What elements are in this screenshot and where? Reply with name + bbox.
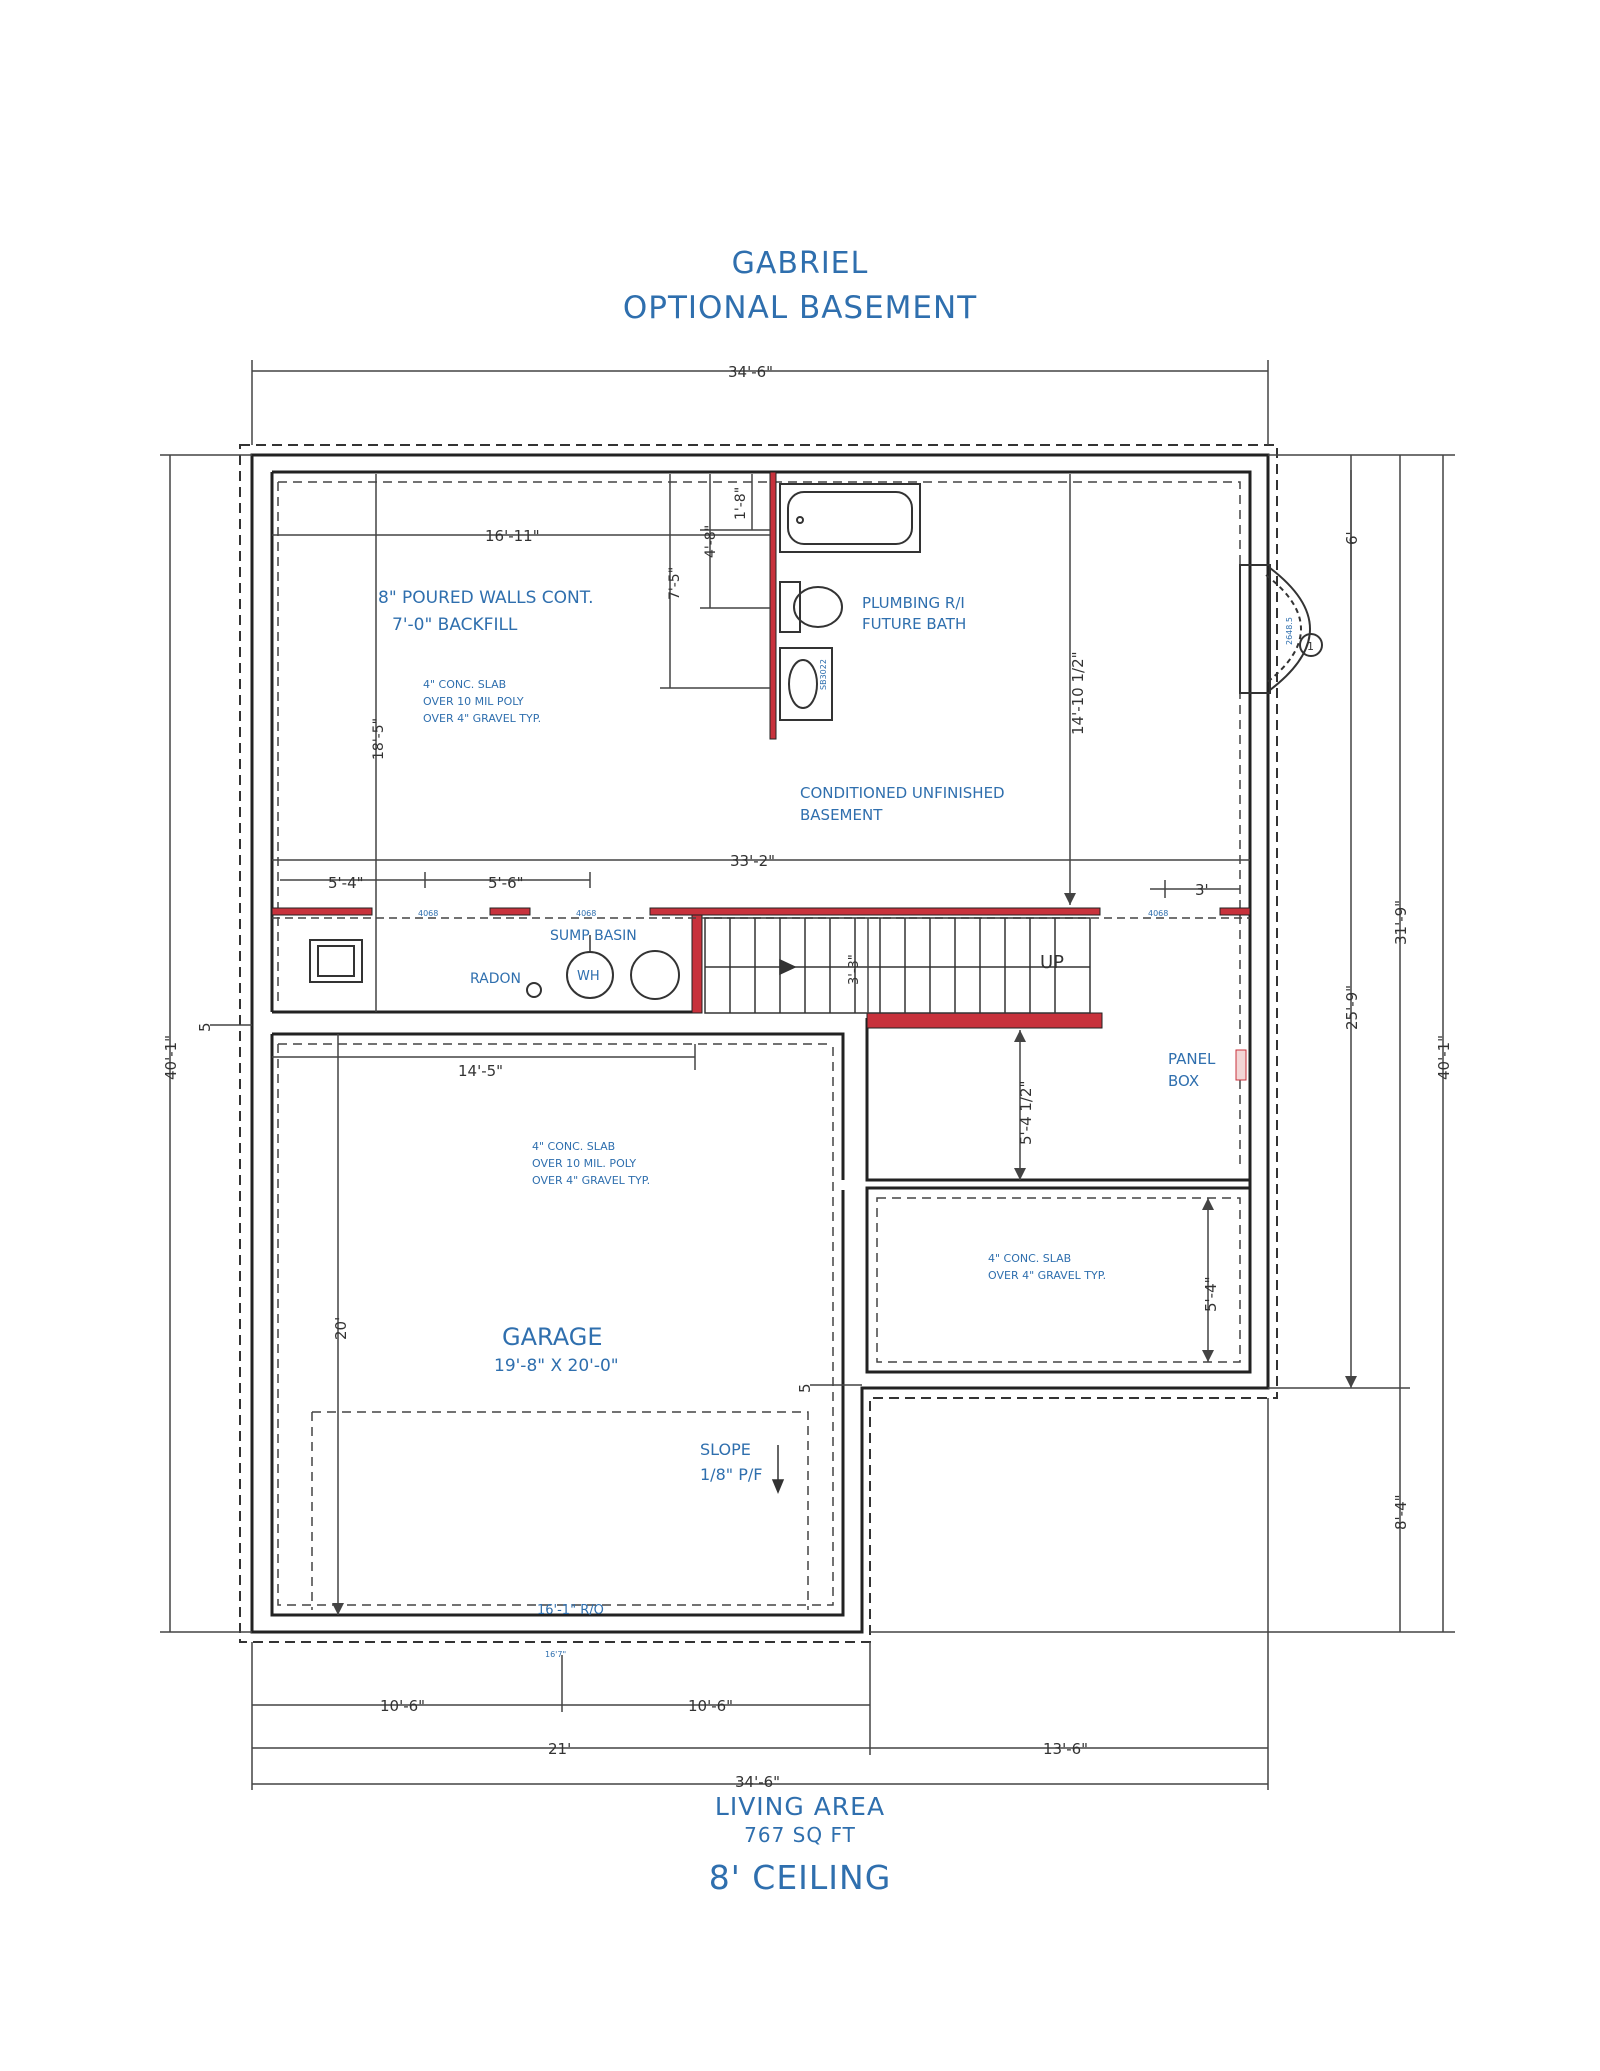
sump-basin-label: SUMP BASIN	[550, 928, 637, 944]
water-heater-label: WH	[577, 969, 600, 984]
window-tag: 1	[1307, 640, 1314, 653]
dim-20: 20'	[332, 1316, 350, 1340]
window-b-tag: 4068	[576, 909, 597, 918]
dim-left-40-1: 40'-1"	[162, 1034, 180, 1080]
window-size-tag: 2648.5	[1285, 617, 1294, 645]
plumbing-label-2: FUTURE BATH	[862, 615, 967, 633]
dim-14-10: 14'-10 1/2"	[1069, 651, 1087, 735]
backfill-label: 7'-0" BACKFILL	[392, 615, 518, 635]
upper-slab-line1: 4" CONC. SLAB	[423, 678, 507, 691]
garage-slab-line2: OVER 10 MIL. POLY	[532, 1157, 637, 1170]
porch-slab-line2: OVER 4" GRAVEL TYP.	[988, 1269, 1107, 1282]
basement-label-1: CONDITIONED UNFINISHED	[800, 784, 1005, 802]
radon-pipe	[527, 983, 541, 997]
dim-16-11: 16'-11"	[485, 527, 540, 545]
window-well	[1240, 565, 1322, 693]
dim-left-5: 5	[196, 1022, 214, 1032]
stairs	[705, 918, 1090, 1013]
plan-subtitle: OPTIONAL BASEMENT	[622, 290, 978, 326]
sink-tag: SB3022	[819, 659, 828, 690]
dim-right-25-9: 25'-9"	[1343, 984, 1361, 1030]
garage-size-label: 19'-8" X 20'-0"	[494, 1356, 619, 1376]
upper-slab-line2: OVER 10 MIL POLY	[423, 695, 524, 708]
dim-7-5: 7'-5"	[667, 566, 683, 600]
window-c-tag: 4068	[1148, 909, 1169, 918]
dim-5-4-porch: 5'-4"	[1202, 1276, 1220, 1312]
dim-5-4-half: 5'-4 1/2"	[1017, 1080, 1035, 1145]
dim-right-6: 6'	[1343, 531, 1361, 545]
stairs-up-label: UP	[1040, 952, 1065, 973]
panel-label-2: BOX	[1168, 1072, 1200, 1090]
garage-slab-line3: OVER 4" GRAVEL TYP.	[532, 1174, 651, 1187]
window-a-tag: 4068	[418, 909, 439, 918]
living-area-label: LIVING AREA	[714, 1792, 886, 1821]
walls-label: 8" POURED WALLS CONT.	[378, 588, 594, 608]
dim-3: 3'	[1195, 881, 1209, 899]
inner-dashed-lines	[278, 482, 1240, 1610]
radon-label: RADON	[470, 971, 522, 987]
toilet	[780, 582, 842, 632]
bathtub	[780, 484, 920, 552]
dim-14-5: 14'-5"	[458, 1062, 504, 1080]
dim-33-2: 33'-2"	[730, 852, 776, 870]
panel-box	[1236, 1050, 1246, 1080]
porch-slab-line1: 4" CONC. SLAB	[988, 1252, 1072, 1265]
dim-bot-21: 21'	[548, 1740, 572, 1758]
slope-label-2: 1/8" P/F	[700, 1465, 763, 1484]
plan-title: GABRIEL	[731, 246, 869, 281]
dim-right-40-1: 40'-1"	[1435, 1034, 1453, 1080]
red-partitions	[272, 472, 1250, 1028]
dim-1-8: 1'-8"	[733, 486, 749, 520]
dim-top-overall: 34'-6"	[728, 363, 774, 381]
dim-5-4: 5'-4"	[328, 874, 364, 892]
dim-right-8-4: 8'-4"	[1392, 1494, 1410, 1530]
furnace-unit	[310, 940, 362, 982]
dim-bot-13-6: 13'-6"	[1043, 1740, 1089, 1758]
dim-4-8: 4'-8"	[703, 524, 719, 558]
dim-mid-5: 5	[796, 1383, 814, 1393]
garage-door-ro: 16'-1" R/O	[537, 1603, 604, 1618]
dim-right-31-9: 31'-9"	[1392, 899, 1410, 945]
dim-bot-10-6-a: 10'-6"	[380, 1697, 426, 1715]
dim-5-6: 5'-6"	[488, 874, 524, 892]
sq-ft-label: 767 SQ FT	[744, 1823, 856, 1847]
dim-bot-34-6: 34'-6"	[735, 1773, 781, 1791]
dim-3-3: 3'-3"	[847, 954, 862, 985]
garage-slab-line1: 4" CONC. SLAB	[532, 1140, 616, 1153]
dim-bot-10-6-b: 10'-6"	[688, 1697, 734, 1715]
plumbing-label-1: PLUMBING R/I	[862, 594, 965, 612]
ceiling-label: 8' CEILING	[708, 1858, 892, 1897]
dimension-lines	[160, 360, 1455, 1790]
panel-label-1: PANEL	[1168, 1050, 1216, 1068]
basement-label-2: BASEMENT	[800, 806, 883, 824]
garage-door-tag: 16'7"	[545, 1650, 567, 1659]
slope-arrow	[773, 1445, 783, 1492]
sump-basin	[631, 951, 679, 999]
upper-slab-line3: OVER 4" GRAVEL TYP.	[423, 712, 542, 725]
slope-label-1: SLOPE	[700, 1440, 751, 1459]
dim-18-5: 18'-5"	[371, 717, 387, 760]
garage-label: GARAGE	[502, 1323, 603, 1351]
